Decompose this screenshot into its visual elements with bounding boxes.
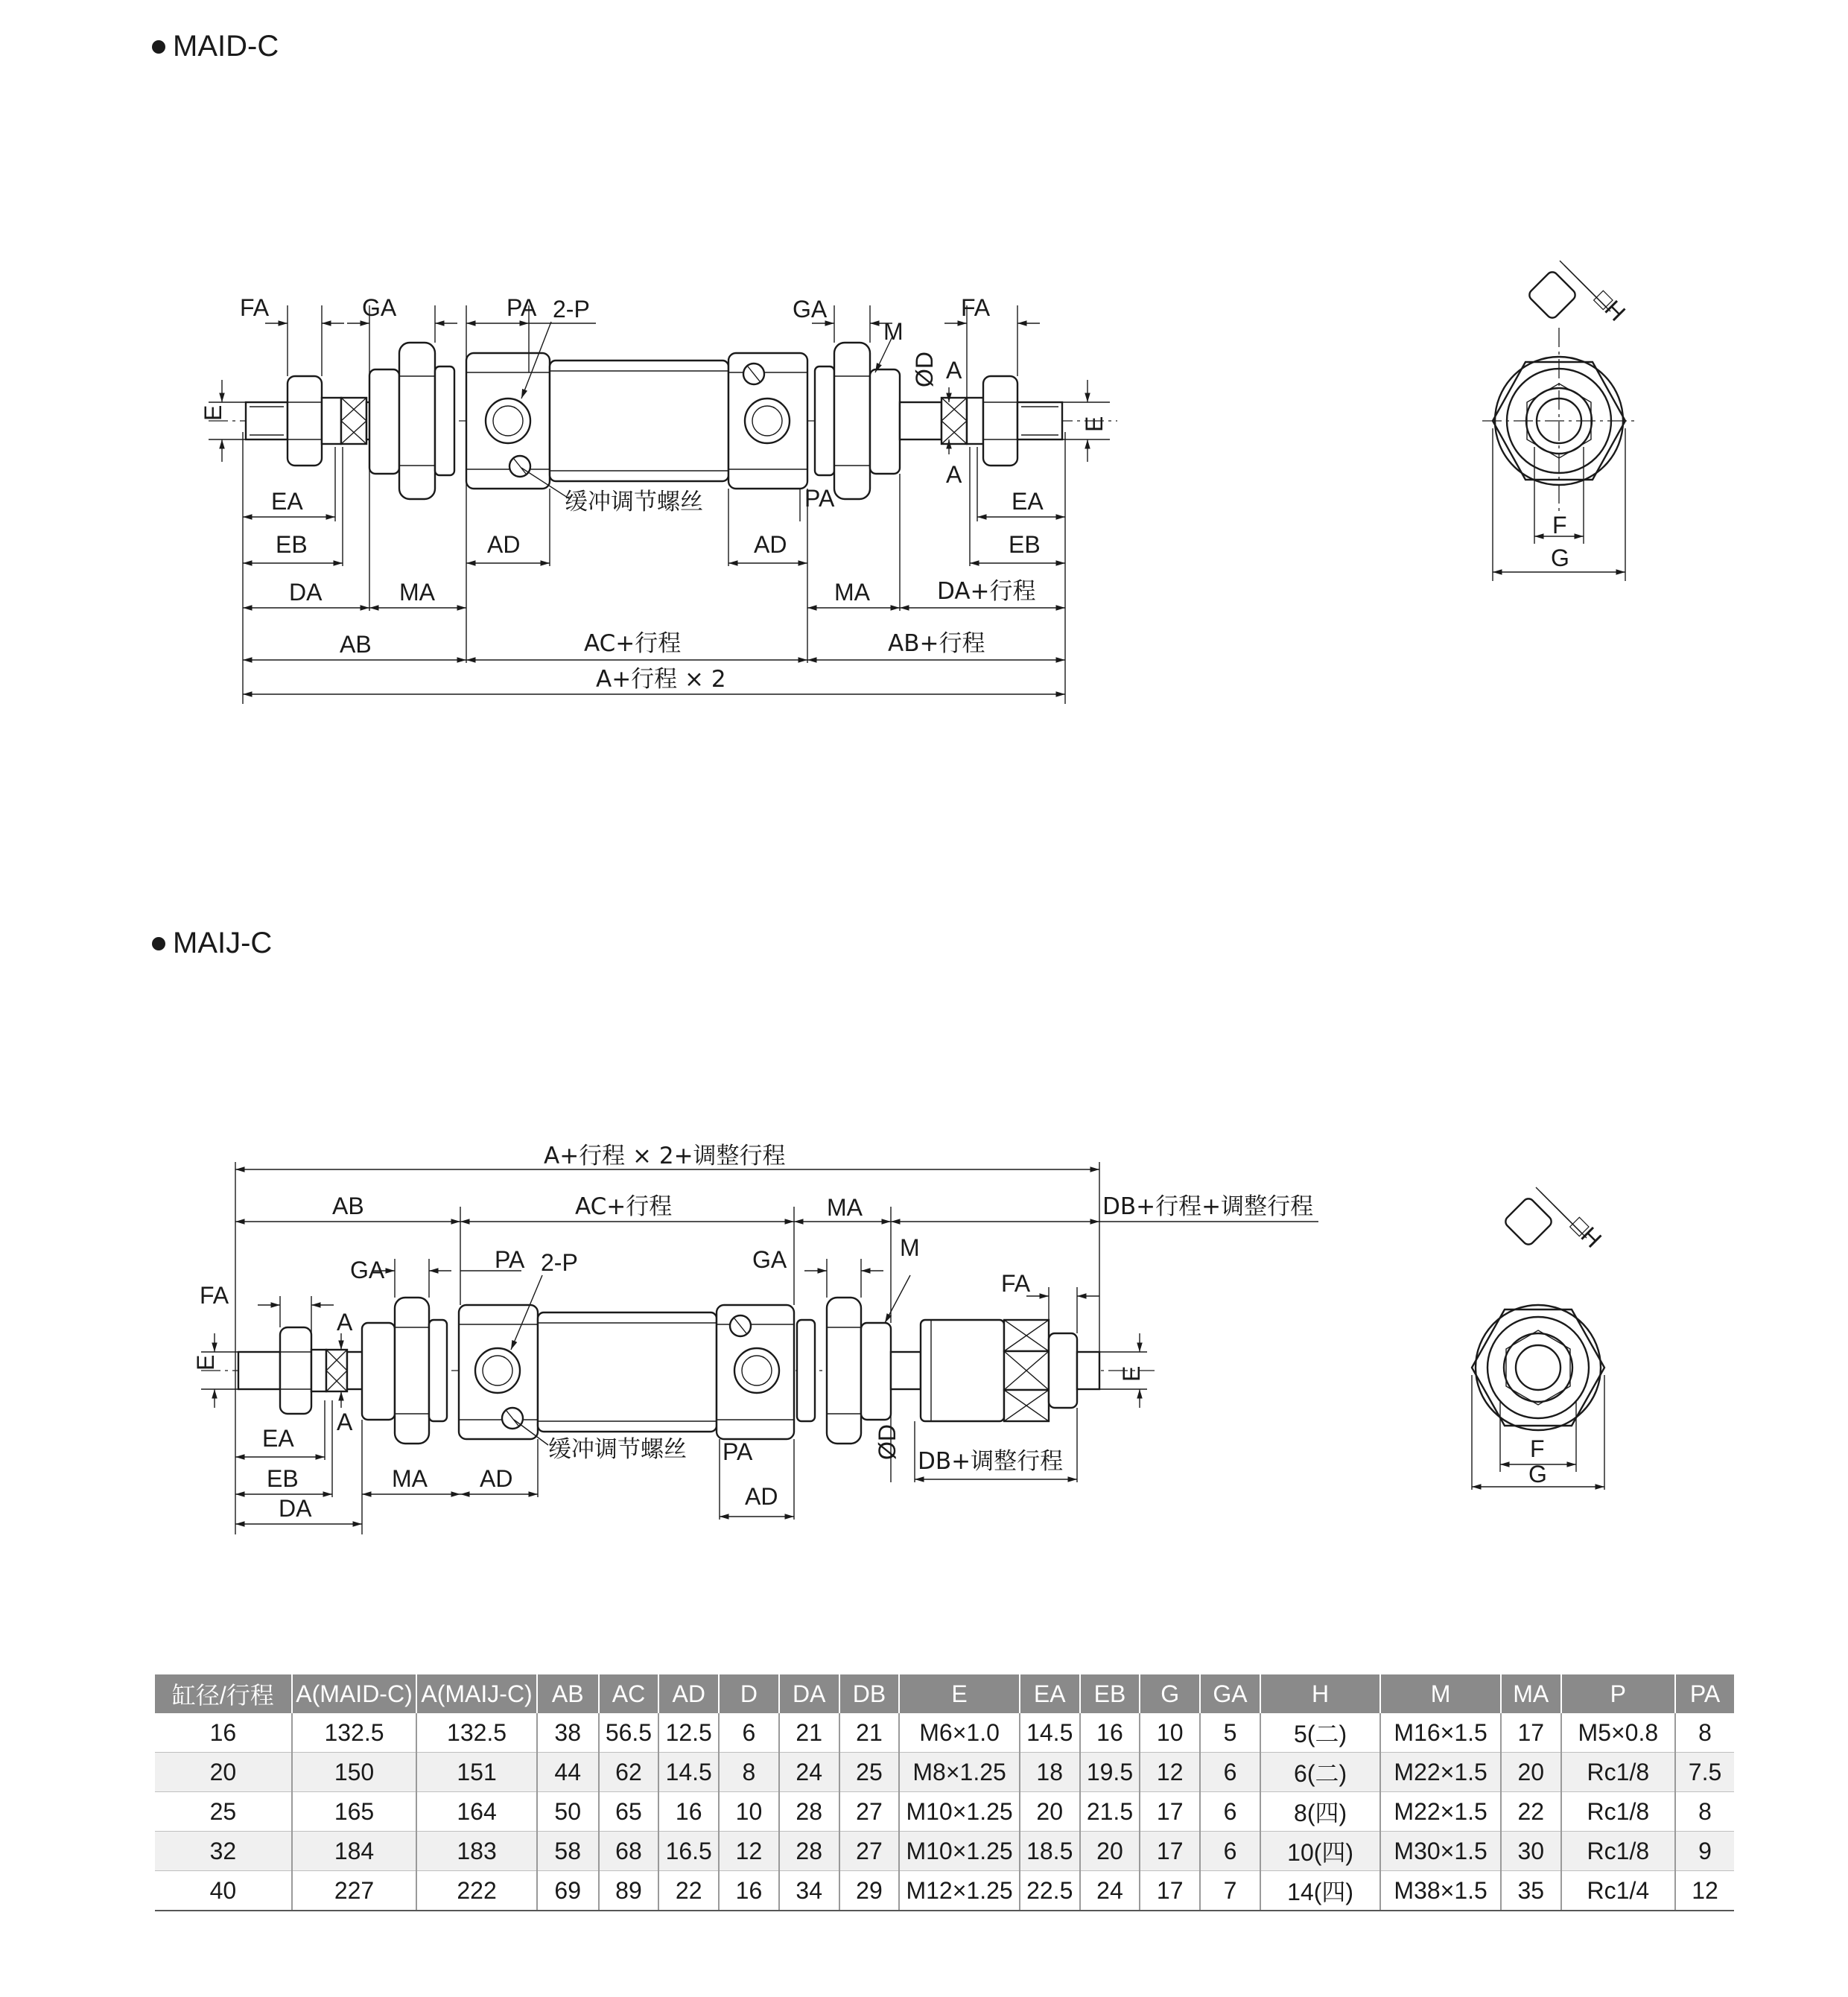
maij-m-label: M [900,1234,920,1261]
table-cell: 132.5 [292,1713,417,1753]
table-header-cell: DB [839,1674,900,1713]
maij-cushion-label: 缓冲调节螺丝 [548,1436,687,1463]
table-cell: 28 [779,1832,839,1871]
maid-f-label: F [1552,512,1567,539]
table-cell: 22 [658,1871,719,1911]
table-header-cell: A(MAID-C) [292,1674,417,1713]
maid-g-label: G [1551,545,1569,571]
table-cell: 6 [1200,1753,1260,1792]
table-cell: 7.5 [1675,1753,1734,1792]
maij-h-label: □H [1565,1211,1607,1253]
maid-h-label: □H [1589,285,1631,326]
dimension-table [155,1674,1734,1911]
maij-side-view [192,1143,1318,1534]
maid-m-label: M [883,318,904,345]
table-cell: 17 [1140,1832,1200,1871]
table-cell: 165 [292,1792,417,1832]
maid-side-view [200,294,1117,704]
maid-ga-label-rear: GA [793,296,828,323]
table-cell: M8×1.25 [899,1753,1020,1792]
maij-end-view [1472,1187,1607,1490]
table-cell: 150 [292,1753,417,1792]
table-cell: 27 [839,1832,900,1871]
table-cell: 62 [599,1753,659,1792]
maid-e-label: E [200,404,226,421]
table-header-cell: DA [779,1674,839,1713]
maij-e-label: E [192,1354,219,1371]
table-cell: 5(二) [1260,1713,1381,1753]
table-cell: 89 [599,1871,659,1911]
maij-total-label: A+行程 × 2+调整行程 [544,1143,786,1169]
maid-pa-label-rear: PA [804,485,835,512]
table-cell: 14.5 [658,1753,719,1792]
maij-ga-label: GA [350,1257,385,1283]
table-cell: 69 [537,1871,599,1911]
table-cell: M10×1.25 [899,1832,1020,1871]
maij-pa-label: PA [495,1246,525,1273]
table-header-cell: G [1140,1674,1200,1713]
table-cell: 151 [416,1753,537,1792]
maid-ga-label: GA [362,294,397,321]
table-cell: 164 [416,1792,537,1832]
maij-fa-label-rear: FA [1001,1270,1031,1297]
table-cell: Rc1/4 [1561,1871,1675,1911]
table-header-cell: E [899,1674,1020,1713]
maij-a-label-top: A [337,1309,353,1336]
table-cell: 183 [416,1832,537,1871]
maij-a-label-bottom: A [337,1409,353,1435]
maid-a-label-bottom: A [946,461,962,488]
table-cell: 10 [719,1792,779,1832]
table-cell: M12×1.25 [899,1871,1020,1911]
maij-db-total-label: DB+行程+调整行程 [1102,1193,1314,1220]
table-cell: 8(四) [1260,1792,1381,1832]
maid-ea-label: EA [271,488,303,515]
table-cell: 7 [1200,1871,1260,1911]
table-cell: 40 [155,1871,292,1911]
maid-ab-stroke-label: AB+行程 [888,630,985,657]
table-cell: 14.5 [1020,1713,1080,1753]
table-header-cell: D [719,1674,779,1713]
table-cell: 9 [1675,1832,1734,1871]
maij-eb-label: EB [267,1465,299,1492]
table-cell: 65 [599,1792,659,1832]
table-cell: 21.5 [1080,1792,1140,1832]
maij-g-label: G [1528,1461,1547,1488]
table-row [155,1792,1734,1832]
table-header-cell: MA [1501,1674,1561,1713]
table-cell: Rc1/8 [1561,1832,1675,1871]
table-cell: 56.5 [599,1713,659,1753]
table-cell: 17 [1140,1792,1200,1832]
maij-e-label-rear: E [1118,1365,1145,1382]
table-cell: 10(四) [1260,1832,1381,1871]
maid-pa-label: PA [507,294,537,321]
table-header-cell: AB [537,1674,599,1713]
table-cell: 44 [537,1753,599,1792]
table-row [155,1871,1734,1911]
table-cell: 17 [1140,1871,1200,1911]
table-cell: 22 [1501,1792,1561,1832]
table-cell: 16 [719,1871,779,1911]
table-cell: 32 [155,1832,292,1871]
maij-ga-label-rear: GA [752,1246,787,1273]
table-cell: 12 [719,1832,779,1871]
maij-ad-label: AD [480,1465,513,1492]
table-cell: M16×1.5 [1380,1713,1501,1753]
maij-ma-label-front: MA [392,1465,428,1492]
table-cell: 17 [1501,1713,1561,1753]
table-row [155,1753,1734,1792]
table-cell: 29 [839,1871,900,1911]
table-header-cell: 缸径/行程 [155,1674,292,1713]
maij-pa-label-rear: PA [723,1438,753,1465]
maij-da-label: DA [279,1495,312,1522]
maid-e-label-rear: E [1081,416,1108,432]
maid-cushion-label: 缓冲调节螺丝 [565,489,703,515]
table-cell: 6 [1200,1832,1260,1871]
maid-ad-label-rear: AD [754,531,787,558]
table-cell: 227 [292,1871,417,1911]
table-cell: 12.5 [658,1713,719,1753]
table-header-row [155,1674,1734,1713]
table-cell: 22.5 [1020,1871,1080,1911]
table-header-cell: PA [1675,1674,1734,1713]
table-cell: M10×1.25 [899,1792,1020,1832]
maid-eb-label-rear: EB [1009,531,1041,558]
maid-fa-label-rear: FA [961,294,991,321]
table-cell: 27 [839,1792,900,1832]
table-cell: 10 [1140,1713,1200,1753]
table-cell: 20 [1020,1792,1080,1832]
maid-ab-label: AB [340,631,372,658]
table-cell: 16 [1080,1713,1140,1753]
table-cell: 20 [1080,1832,1140,1871]
table-cell: 19.5 [1080,1753,1140,1792]
table-header-cell: GA [1200,1674,1260,1713]
maij-title-text: MAIJ-C [173,927,273,959]
table-cell: 16.5 [658,1832,719,1871]
maij-f-label: F [1530,1435,1545,1462]
table-cell: 16 [155,1713,292,1753]
table-cell: M30×1.5 [1380,1832,1501,1871]
table-cell: M38×1.5 [1380,1871,1501,1911]
maid-ma-label: MA [399,579,435,606]
maij-2p-label: 2-P [541,1249,578,1276]
table-row [155,1832,1734,1871]
maij-ea-label: EA [262,1425,294,1452]
table-header-cell: AD [658,1674,719,1713]
table-cell: 20 [155,1753,292,1792]
maid-eb-label: EB [276,531,308,558]
maid-title-text: MAID-C [173,30,279,63]
table-cell: 12 [1675,1871,1734,1911]
table-cell: 8 [719,1753,779,1792]
table-row [155,1713,1734,1753]
maid-fa-label: FA [240,294,270,321]
table-cell: 25 [839,1753,900,1792]
table-cell: 5 [1200,1713,1260,1753]
table-cell: 18.5 [1020,1832,1080,1871]
table-header-cell: P [1561,1674,1675,1713]
table-header-cell: M [1380,1674,1501,1713]
table-header-cell: H [1260,1674,1381,1713]
table-cell: 35 [1501,1871,1561,1911]
table-header-cell: EB [1080,1674,1140,1713]
table-header-cell: AC [599,1674,659,1713]
maid-end-view [1482,261,1636,581]
table-cell: 18 [1020,1753,1080,1792]
table-cell: 24 [1080,1871,1140,1911]
table-cell: 28 [779,1792,839,1832]
maid-ma-label-rear: MA [834,579,870,606]
table-cell: 6(二) [1260,1753,1381,1792]
table-cell: 34 [779,1871,839,1911]
table-cell: 21 [839,1713,900,1753]
table-cell: 24 [779,1753,839,1792]
table-cell: Rc1/8 [1561,1792,1675,1832]
table-cell: 8 [1675,1713,1734,1753]
maid-ad-label: AD [487,531,521,558]
table-cell: 16 [658,1792,719,1832]
maid-a-label-top: A [946,357,962,384]
table-cell: 21 [779,1713,839,1753]
table-cell: 38 [537,1713,599,1753]
table-cell: Rc1/8 [1561,1753,1675,1792]
table-cell: 58 [537,1832,599,1871]
table-cell: M22×1.5 [1380,1753,1501,1792]
maid-od-label: ØD [911,352,938,387]
table-cell: M22×1.5 [1380,1792,1501,1832]
maid-total-label: A+行程 × 2 [596,666,726,693]
table-cell: 25 [155,1792,292,1832]
table-header-cell: EA [1020,1674,1080,1713]
maid-da-stroke-label: DA+行程 [937,578,1036,605]
maij-fa-label: FA [200,1282,229,1309]
maij-ac-stroke-label: AC+行程 [575,1193,673,1220]
table-cell: 222 [416,1871,537,1911]
table-header-cell: A(MAIJ-C) [416,1674,537,1713]
table-cell: 8 [1675,1792,1734,1832]
table-cell: 30 [1501,1832,1561,1871]
table-cell: 6 [719,1713,779,1753]
maij-db-adjust-label: DB+调整行程 [918,1448,1064,1475]
maid-ea-label-rear: EA [1012,488,1044,515]
table-cell: M6×1.0 [899,1713,1020,1753]
maid-ac-stroke-label: AC+行程 [584,630,682,657]
maij-ad-label-rear: AD [745,1483,778,1510]
table-cell: 14(四) [1260,1871,1381,1911]
maij-od-label: ØD [874,1424,901,1460]
maid-da-label: DA [289,579,323,606]
table-cell: 12 [1140,1753,1200,1792]
maij-ma-label: MA [827,1194,863,1221]
table-cell: M5×0.8 [1561,1713,1675,1753]
table-cell: 50 [537,1792,599,1832]
table-cell: 20 [1501,1753,1561,1792]
table-cell: 132.5 [416,1713,537,1753]
maid-2p-label: 2-P [553,296,590,323]
table-cell: 6 [1200,1792,1260,1832]
table-cell: 184 [292,1832,417,1871]
maij-ab-label: AB [332,1193,364,1219]
table-cell: 68 [599,1832,659,1871]
